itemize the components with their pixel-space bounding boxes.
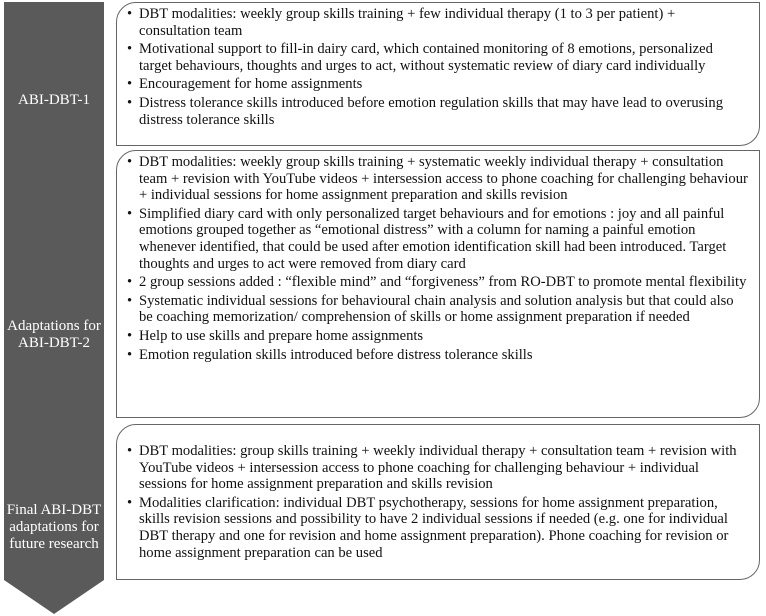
bullet-item: • Simplified diary card with only personalized target behaviours and for emotions : joy and all painful emotions grouped together as “emotional distress” with a column for naming a painful emotion whenever identified, that could be used after emotion identification skill had been introduced. Target thoughts and urges to act were removed from diary card xyxy=(125,206,749,272)
stage-box-1 xyxy=(116,2,760,146)
bullet-item: • 2 group sessions added : “flexible mind” and “forgiveness” from RO-DBT to promote mental flexibility xyxy=(125,274,749,291)
bullet-item: • Emotion regulation skills introduced before distress tolerance skills xyxy=(125,347,749,364)
bullet-list xyxy=(125,6,749,128)
stage-label-line: ABI-DBT-2 xyxy=(18,335,90,351)
stage-label-2 xyxy=(4,318,104,352)
stage-box-3 xyxy=(116,424,760,580)
bullet-list xyxy=(125,443,749,561)
bullet-item: • Encouragement for home assignments xyxy=(125,76,749,93)
bullet-item: • Systematic individual sessions for behavioural chain analysis and solution analysis but that could also be coaching memorization/ comprehension of skills or home assignment preparation if needed xyxy=(125,293,749,326)
bullet-list xyxy=(125,154,749,363)
stage-label-line: Adaptations for xyxy=(7,318,101,334)
bullet-item: • DBT modalities: weekly group skills training + few individual therapy (1 to 3 per patient) + consultation team xyxy=(125,6,749,39)
bullet-item: • Help to use skills and prepare home assignments xyxy=(125,328,749,345)
bullet-item: • Motivational support to fill-in dairy card, which contained monitoring of 8 emotions, personalized target behaviours, thoughts and urges to act, without systematic review of diary card individually xyxy=(125,41,749,74)
bullet-item: • DBT modalities: weekly group skills training + systematic weekly individual therapy + consultation team + revision with YouTube videos + intersession access to phone coaching for challenging behaviour + individual sessions for home assignment preparation and skills revision xyxy=(125,154,749,204)
stage-label-line: future research xyxy=(9,536,99,552)
stage-label-1 xyxy=(4,92,104,109)
stage-label-line: Final ABI-DBT xyxy=(6,502,102,518)
bullet-item: • Modalities clarification: individual DBT psychotherapy, sessions for home assignment preparation, skills revision sessions and possibility to have 2 individual sessions if needed (e.g. one for individual DBT therapy and one for revision and home assignment preparation). Phone coaching for revision or home assignment preparation can be used xyxy=(125,495,749,561)
stage-label-line: ABI-DBT-1 xyxy=(18,92,90,108)
stage-label-3 xyxy=(4,502,104,553)
stage-label-line: adaptations for xyxy=(9,519,99,535)
bullet-item: • Distress tolerance skills introduced before emotion regulation skills that may have lead to overusing distress tolerance skills xyxy=(125,95,749,128)
bullet-item: • DBT modalities: group skills training + weekly individual therapy + consultation team + revision with YouTube videos + intersession access to phone coaching for challenging behaviour + individual sessions for home assignment preparation and skills revision xyxy=(125,443,749,493)
stage-box-2 xyxy=(116,150,760,418)
